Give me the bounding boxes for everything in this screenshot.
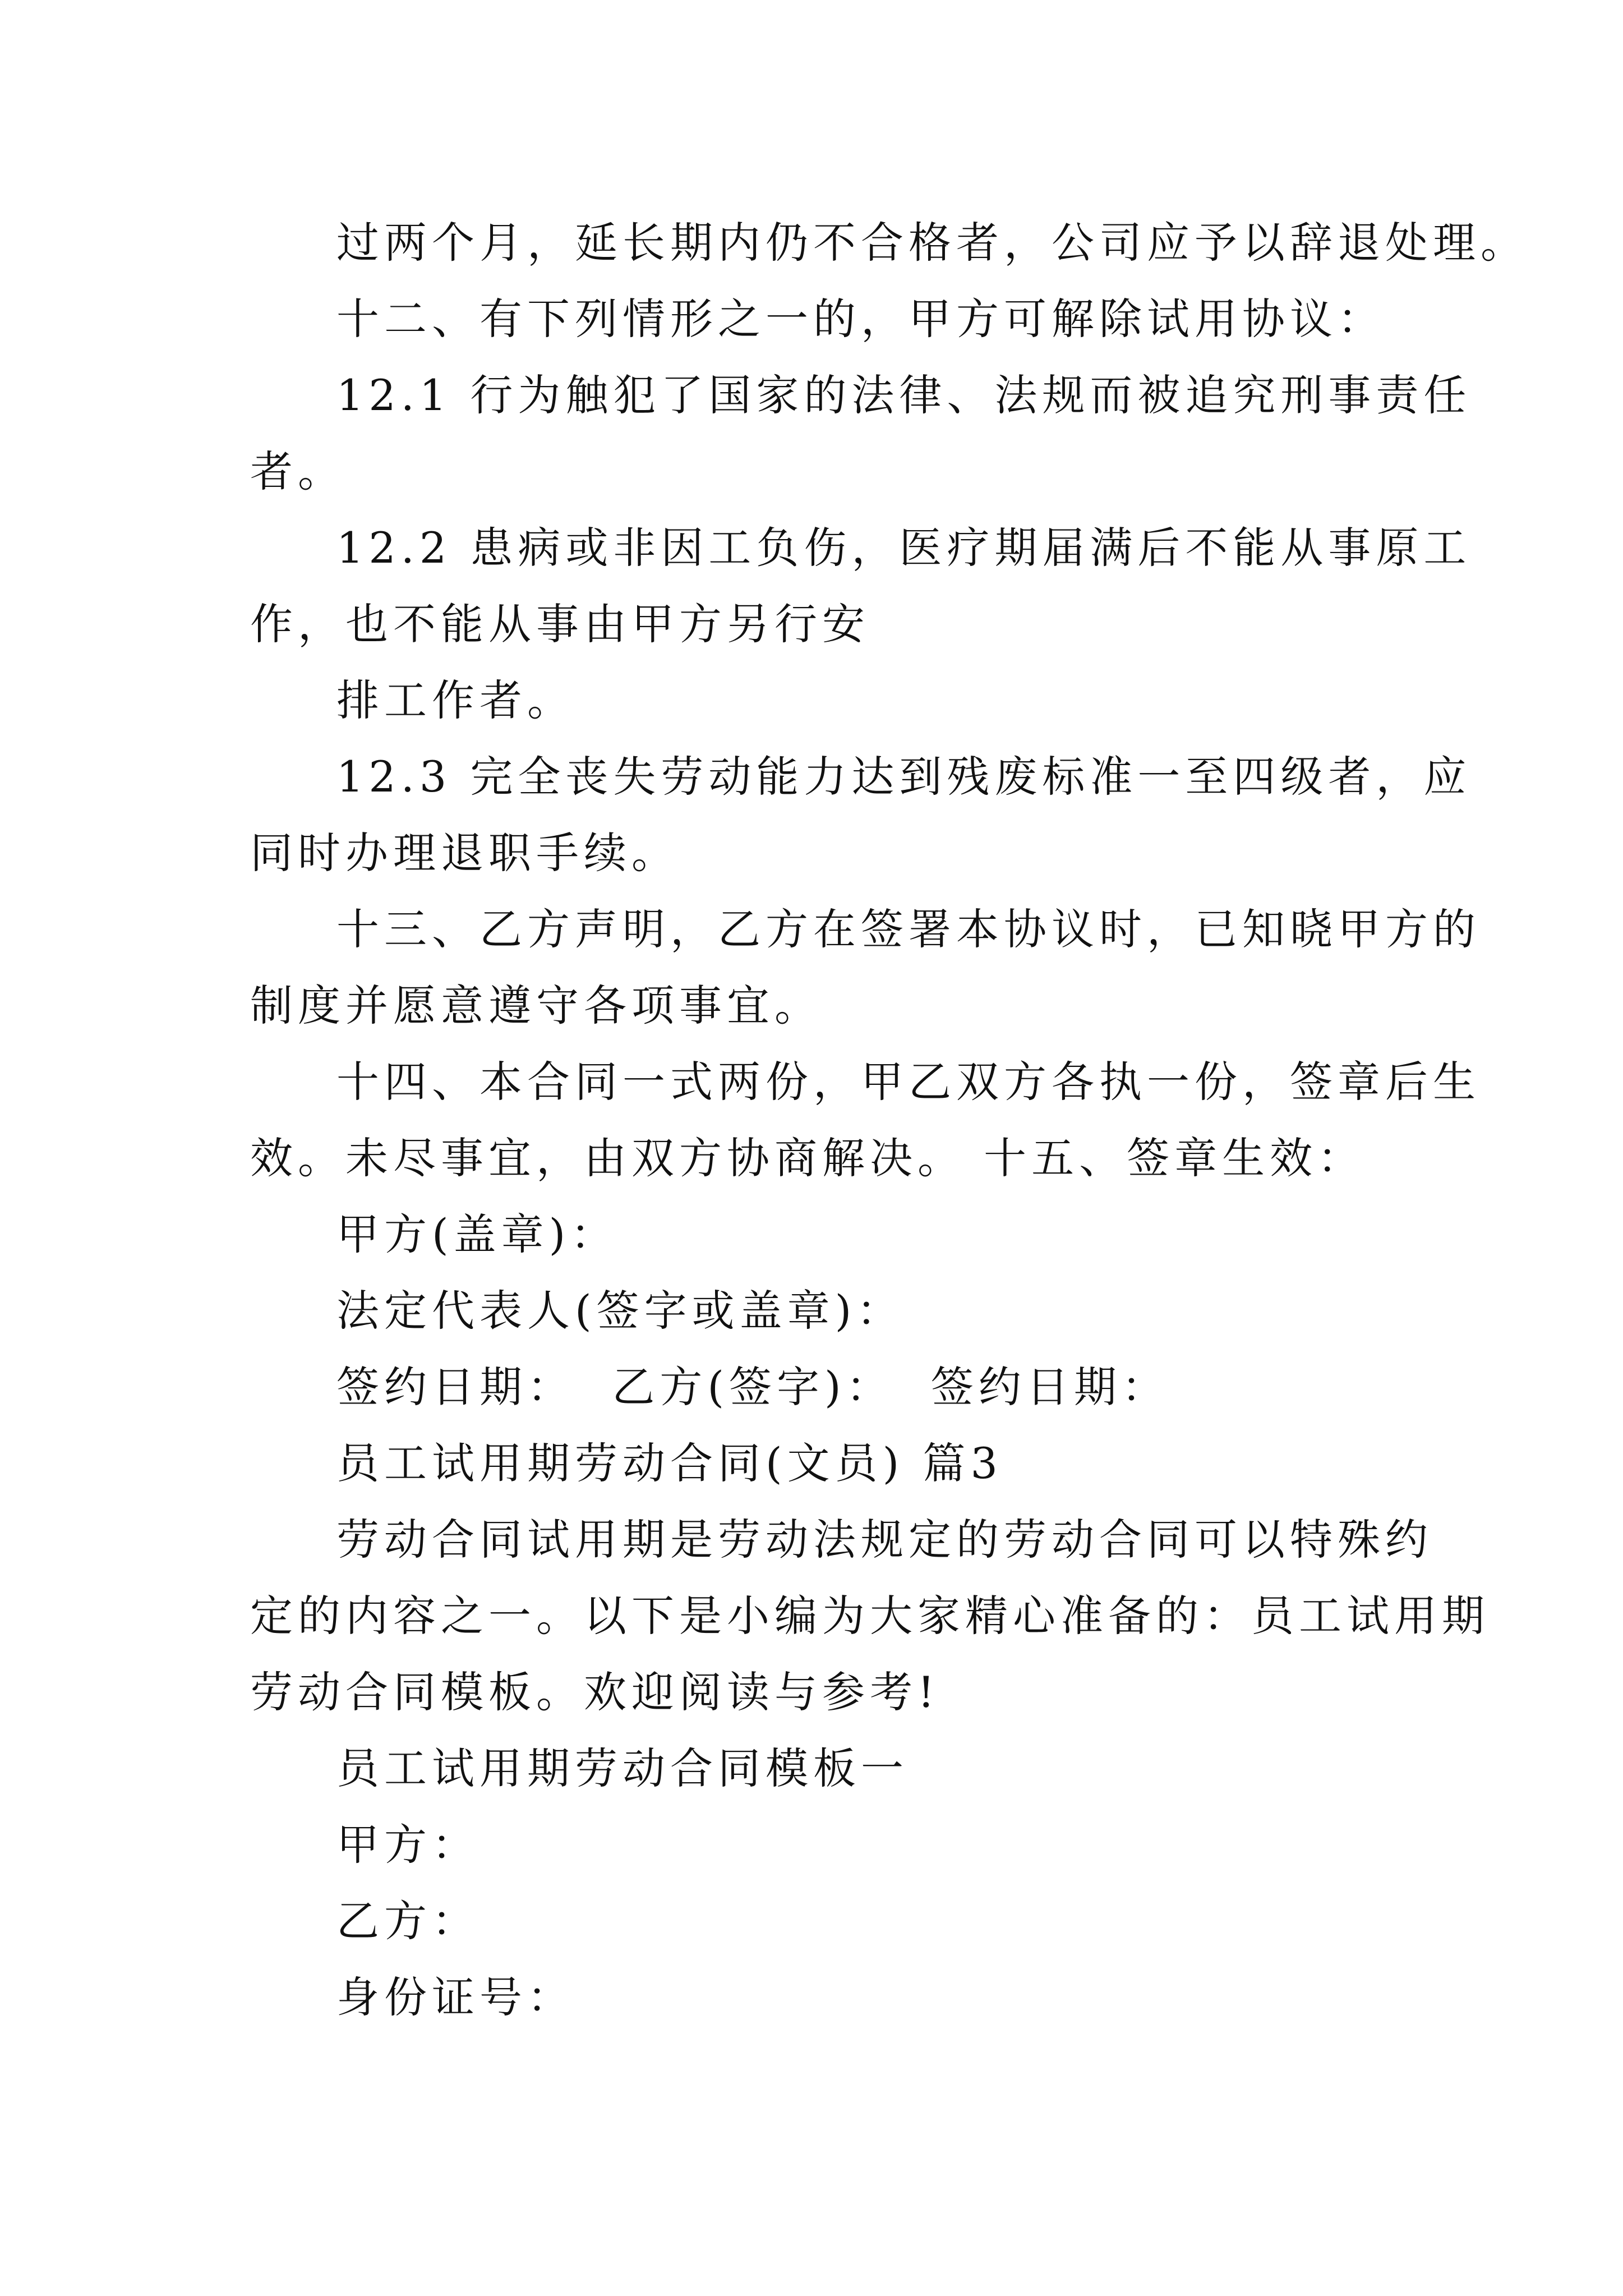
text-line: 甲方： xyxy=(336,1820,479,1870)
text-line: 12.1 行为触犯了国家的法律、法规而被追究刑事责任 xyxy=(336,370,1472,420)
text-line: 定的内容之一。以下是小编为大家精心准备的：员工试用期 xyxy=(250,1591,1490,1641)
text-line: 12.2 患病或非因工负伤，医疗期届满后不能从事原工 xyxy=(336,523,1472,573)
text-line: 身份证号： xyxy=(336,1972,575,2022)
text-line: 十二、有下列情形之一的，甲方可解除试用协议： xyxy=(336,294,1385,344)
text-line: 者。 xyxy=(250,447,345,496)
text-line: 效。未尽事宜，由双方协商解决。 十五、签章生效： xyxy=(250,1133,1366,1183)
text-line: 十三、乙方声明，乙方在签署本协议时，已知晓甲方的 xyxy=(336,904,1481,954)
text-line: 劳动合同试用期是劳动法规定的劳动合同可以特殊约 xyxy=(336,1515,1433,1565)
text-line: 同时办理退职手续。 xyxy=(250,828,679,878)
section-heading: 员工试用期劳动合同(文员) 篇3 xyxy=(336,1438,1003,1488)
text-line: 排工作者。 xyxy=(336,675,575,725)
text-line: 劳动合同模板。欢迎阅读与参考! xyxy=(250,1667,940,1717)
text-line: 法定代表人(签字或盖章)： xyxy=(336,1286,905,1336)
text-line: 甲方(盖章)： xyxy=(336,1209,619,1259)
text-line: 过两个月，延长期内仍不合格者，公司应予以辞退处理。 xyxy=(336,218,1528,268)
text-line: 签约日期： 乙方(签字)： 签约日期： xyxy=(336,1362,1169,1412)
text-line: 乙方： xyxy=(336,1896,479,1946)
section-heading: 员工试用期劳动合同模板一 xyxy=(336,1743,909,1793)
text-line: 作，也不能从事由甲方另行安 xyxy=(250,599,870,649)
text-line: 十四、本合同一式两份，甲乙双方各执一份，签章后生 xyxy=(336,1057,1481,1107)
text-line: 12.3 完全丧失劳动能力达到残废标准一至四级者，应 xyxy=(336,752,1472,802)
text-line: 制度并愿意遵守各项事宜。 xyxy=(250,981,822,1030)
